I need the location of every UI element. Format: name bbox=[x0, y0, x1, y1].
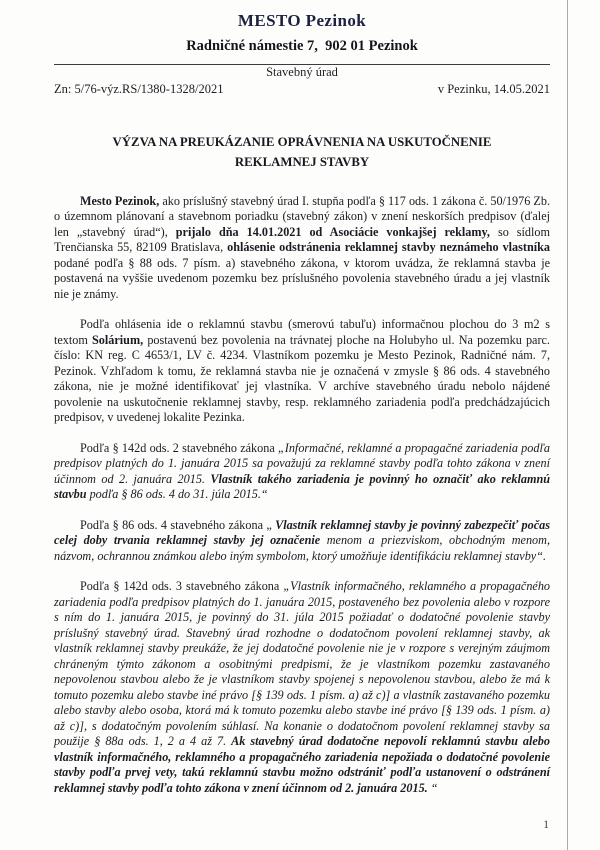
text-run: Podľa ohlásenia ide o reklamnú stavbu (smerovú tabuľu) informačnou plochou do 3 m2 s textom bbox=[54, 317, 550, 347]
text-run: prijalo dňa 14.01.2021 od Asociácie vonkajšej reklamy, bbox=[175, 224, 490, 239]
text-run: Podľa § 86 ods. 4 stavebného zákona „ bbox=[80, 517, 276, 532]
text-run: „Vlastník informačného, reklamného a propagačného zariadenia podľa predpisov platných do 1. januára 2015, postaveného bez povolenia alebo v rozpore s ním do 1. januára 2015, je povinný do 31. júla 2015 požiadať o dodatočné povolenie stavby príslušný stavebný úrad. Stavebný úrad rozhodne o dodatočnom povolení reklamnej stavby, ak vlastník reklamnej stavby preukáže, že jej dodatočné povolenie nie je v rozpore s verejným záujmom chráneným týmto zákonom a osobitnými predpismi, že je vlastníkom pozemku zastavaného nepovolenou stavbou alebo že je vlastníkom stavby spojenej s nepovolenou stavbou, alebo že má k tomuto pozemku alebo stavbe iné právo [§ 139 ods. 1 písm. a) až c)] a vlastník zastavaného pozemku alebo stavby alebo osoba, ktorá má k tomuto pozemku alebo stavbe iné právo [§ 139 ods. 1 písm. a) až c)], s dodatočným povolením súhlasí. Na konanie o dodatočnom povolení reklamnej stavby sa použije § 88a ods. 1, 2 a 4 až 7. bbox=[54, 579, 551, 749]
text-run: Podľa § 142d ods. 3 stavebného zákona bbox=[80, 579, 284, 594]
text-run: Vlastník reklamnej stavby je povinný zabezpečiť počas celej doby trvania reklamnej stavby jej označenie bbox=[54, 517, 550, 548]
text-run: Mesto Pezinok, bbox=[80, 193, 160, 208]
text-run: menom a priezviskom, obchodným menom, názvom, ochrannou známkou alebo iným symbolom, ktorý umožňuje identifikáciu reklamnej stavby“. bbox=[54, 533, 550, 563]
scan-edge-line bbox=[567, 0, 568, 850]
text-run: ako príslušný stavebný úrad I. stupňa podľa § 117 ods. 1 zákona č. 50/1976 Zb. o územnom plánovaní a stavebnom poriadku (stavebný zákon) v znení neskorších predpisov (ďalej len „stavebný úrad“), bbox=[54, 193, 550, 239]
text-run: podané podľa § 88 ods. 7 písm. a) stavebného zákona, v ktorom uvádza, že reklamná stavba je postavená na vyššie uvedenom pozemku bez príslušného povolenia stavebného úradu a jej vlastník nie je známy. bbox=[54, 255, 550, 301]
org-address: Radničné námestie 7, 902 01 Pezinok bbox=[186, 38, 418, 54]
department-name: Stavebný úrad bbox=[266, 65, 338, 79]
document-title: VÝZVA NA PREUKÁZANIE OPRÁVNENIA NA USKUTOČNENIE REKLAMNEJ STAVBY bbox=[112, 135, 492, 169]
text-run: Solárium, bbox=[92, 332, 144, 347]
reference-number: Zn: 5/76-výz.RS/1380-1328/2021 bbox=[54, 82, 224, 96]
document-body bbox=[54, 194, 550, 797]
text-run: Podľa § 142d ods. 2 stavebného zákona bbox=[80, 440, 278, 455]
text-run: ohlásenie odstránenia reklamnej stavby neznámeho vlastníka bbox=[227, 240, 550, 255]
paragraph bbox=[54, 518, 550, 565]
paragraph bbox=[54, 579, 550, 796]
place-date: v Pezinku, 14.05.2021 bbox=[437, 82, 550, 96]
org-name: MESTO Pezinok bbox=[237, 11, 367, 30]
paragraph bbox=[54, 441, 550, 503]
paragraph bbox=[54, 194, 550, 303]
text-run: podľa § 86 ods. 4 do 31. júla 2015.“ bbox=[89, 487, 268, 502]
text-run: Ak stavebný úrad dodatočne nepovolí reklamnú stavbu alebo vlastník informačného, reklamného a propagačného zariadenia nepožiada o dodatočné povolenie stavby podľa prvej vety, takú reklamnú stavbu možno odstrániť podľa ustanovení o odstránení reklamnej stavby podľa tohto zákona v znení účinnom od 2. januára 2015. bbox=[54, 734, 550, 795]
text-run: „Informačné, reklamné a propagačné zariadenia podľa predpisov platných do 1. januára 2015 sa považujú za reklamné stavby podľa tohto zákona v znení účinnom od 2. januára 2015. bbox=[54, 440, 550, 486]
text-run: Vlastník takého zariadenia je povinný ho označiť ako reklamnú stavbu bbox=[54, 471, 550, 502]
letterhead bbox=[54, 11, 550, 97]
text-run: “ bbox=[427, 780, 438, 795]
page-number: 1 bbox=[543, 819, 549, 831]
text-run: so sídlom Trenčianska 55, 82109 Bratislava, bbox=[54, 224, 550, 255]
text-run: postavenú bez povolenia na trávnatej ploche na Holubyho ul. Na pozemku parc. číslo: KN reg. C 4653/1, LV č. 4234. Vlastníkom pozemku je Mesto Pezinok, Radničné nám. 7, Pezinok. Vzhľadom k tomu, že reklamná stavba nie je označená v zmysle § 86 ods. 4 stavebného zákona, nie je možné identifikovať jej vlastníka. V archíve stavebného úradu nebolo nájdené povolenie na uskutočnenie reklamnej stavby, resp. reklamného zariadenia podľa predchádzajúcich predpisov, v uvedenej lokalite Pezinka. bbox=[54, 332, 550, 425]
paragraph bbox=[54, 317, 550, 426]
reference-row bbox=[54, 82, 550, 97]
